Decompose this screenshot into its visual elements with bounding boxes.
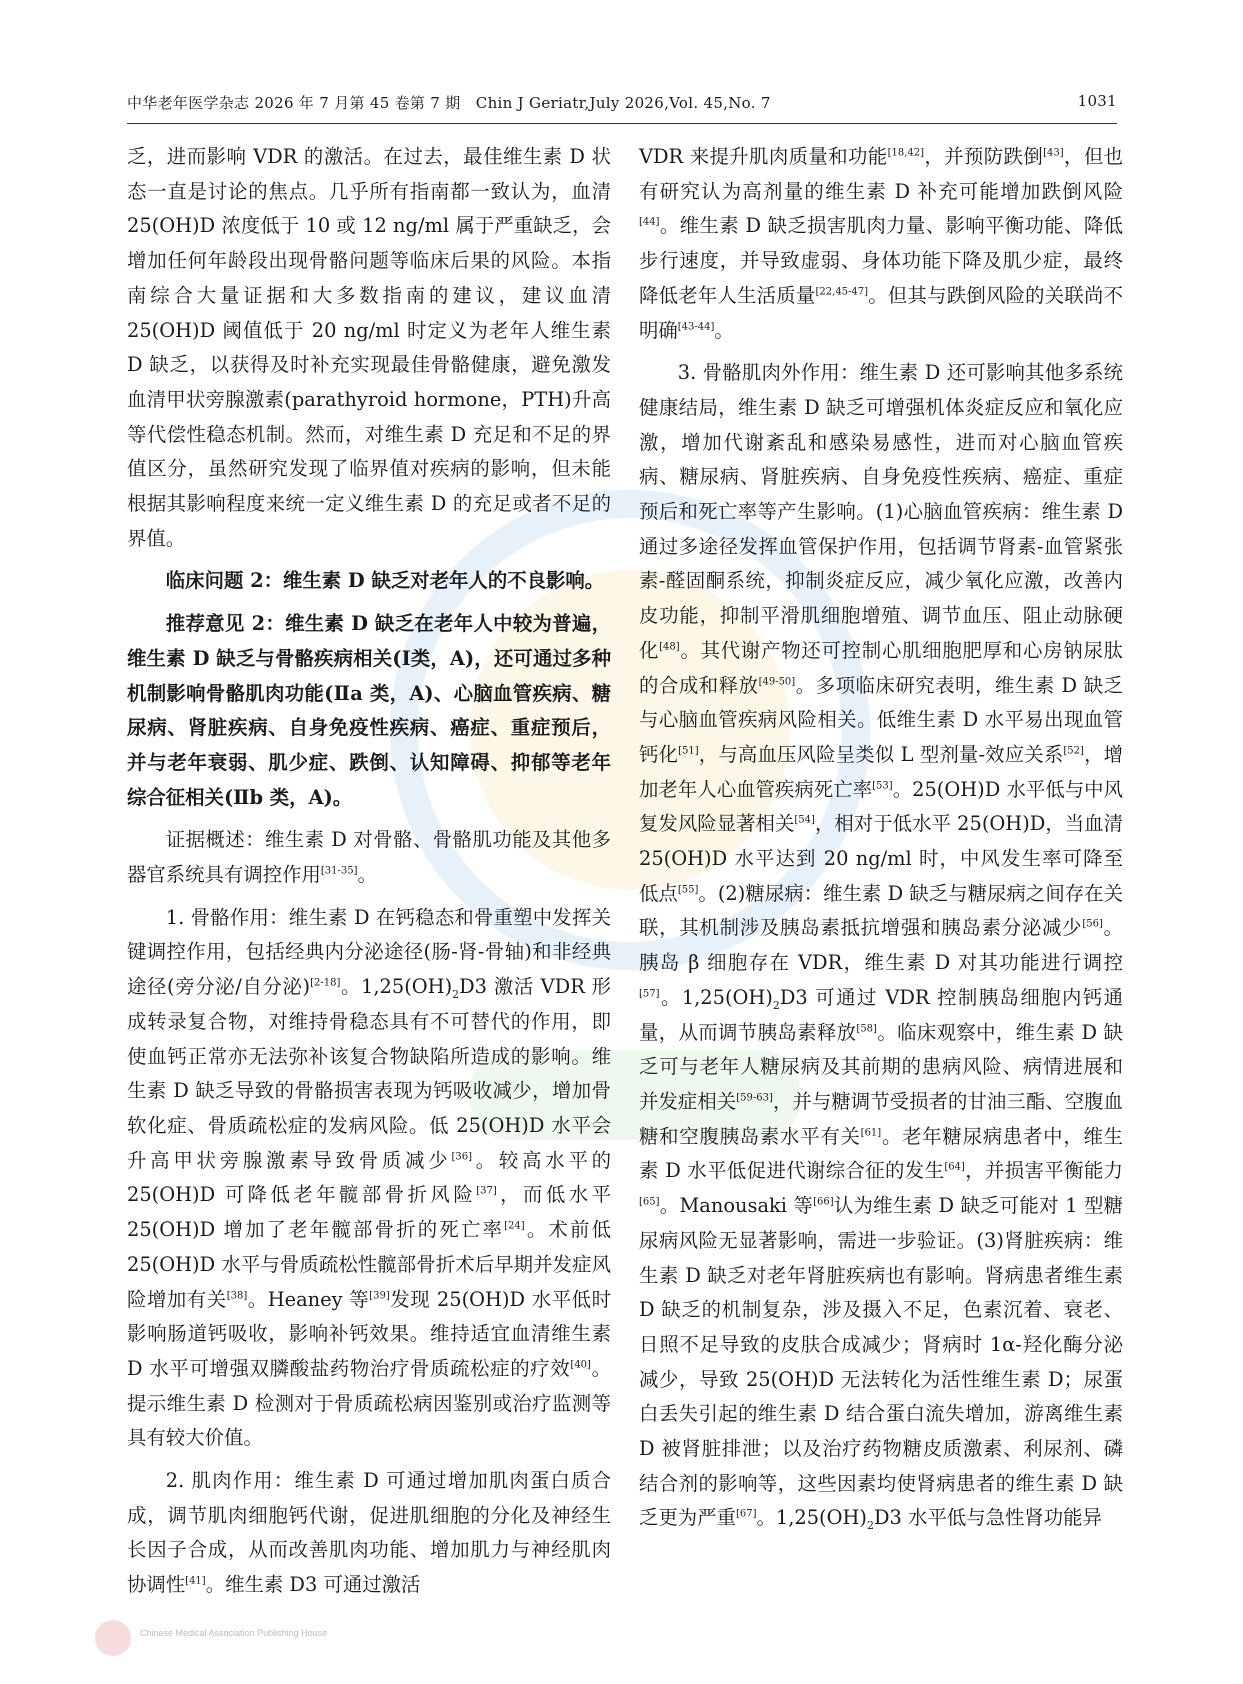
left-column	[127, 140, 611, 1611]
paragraph: 3. 骨骼肌肉外作用：维生素 D 还可影响其他多系统健康结局，维生素 D 缺乏可增强机体炎症反应和氧化应激，增加代谢紊乱和感染易感性，进而对心脑血管疾病、糖尿病、肾脏疾病、自身免疫性疾病、癌症、重症预后和死亡率等产生影响。(1)心脑血管疾病：维生素 D 通过多途径发挥血管保护作用，包括调节肾素-血管紧张素-醛固酮系统，抑制炎症反应，减少氧化应激，改善内皮功能，抑制平滑肌细胞增殖、调节血压、阻止动脉硬化[48]。其代谢产物还可控制心肌细胞肥厚和心房钠尿肽的合成和释放[49-50]。多项临床研究表明，维生素 D 缺乏与心脑血管疾病风险相关。低维生素 D 水平易出现血管钙化[51]，与高血压风险呈类似 L 型剂量-效应关系[52]，增加老年人心血管疾病死亡率[53]。25(OH)D 水平低与中风复发风险显著相关[54]，相对于低水平 25(OH)D，当血清 25(OH)D 水平达到 20 ng/ml 时，中风发生率可降至低点[55]。(2)糖尿病：维生素 D 缺乏与糖尿病之间存在关联，其机制涉及胰岛素抵抗增强和胰岛素分泌减少[56]。胰岛 β 细胞存在 VDR，维生素 D 对其功能进行调控[57]。$1,25(OH)_2D3$ 可通过 VDR 控制胰岛细胞内钙通量，从而调节胰岛素释放[58]。临床观察中，维生素 D 缺乏可与老年人糖尿病及其前期的患病风险、病情进展和并发症相关[59-63]，并与糖调节受损者的甘油三酯、空腹血糖和空腹胰岛素水平有关[61]。老年糖尿病患者中，维生素 D 水平低促进代谢综合征的发生[64]，并损害平衡能力[65]。Manousaki 等[66]认为维生素 D 缺乏可能对 1 型糖尿病风险无显著影响，需进一步验证。(3)肾脏疾病：维生素 D 缺乏对老年肾脏疾病也有影响。肾病患者维生素 D 缺乏的机制复杂，涉及摄入不足，色素沉着、衰老、日照不足导致的皮肤合成减少；肾病时 1α-羟化酶分泌减少，导致 25(OH)D 无法转化为活性维生素 D；尿蛋白丢失引起的维生素 D 结合蛋白流失增加，游离维生素 D 被肾脏排泄；以及治疗药物糖皮质激素、利尿剂、磷结合剂的影响等，这些因素均使肾病患者的维生素 D 缺乏更为严重[67]。$1,25(OH)_2D3$ 水平低与急性肾功能异	[639, 361, 1124, 1533]
paragraph: 乏，进而影响 VDR 的激活。在过去，最佳维生素 D 状态一直是讨论的焦点。几乎所有指南都一致认为，血清 25(OH)D 浓度低于 10 或 12 ng/ml 属于严重缺乏，会增加任何年龄段出现骨骼问题等临床后果的风险。本指南综合大量证据和大多数指南的建议，建议血清 25(OH)D 阈值低于 20 ng/ml 时定义为老年人维生素 D 缺乏，以获得及时补充实现最佳骨骼健康，避免激发血清甲状旁腺激素(parathyroid hormone，PTH)升高等代偿性稳态机制。然而，对维生素 D 充足和不足的界值区分，虽然研究发现了临界值对疾病的影响，但未能根据其影响程度来统一定义维生素 D 的充足或者不足的界值。	[127, 145, 611, 550]
header-divider	[127, 123, 1117, 124]
publisher-logo-icon	[95, 1620, 131, 1656]
paragraph: 2. 肌肉作用：维生素 D 可通过增加肌肉蛋白质合成，调节肌肉细胞钙代谢，促进肌细胞的分化及神经生长因子合成，从而改善肌肉功能、增加肌力与神经肌肉协调性[41]。维生素 D3 可通过激活	[127, 1469, 611, 1597]
paragraph: 临床问题 2：维生素 D 缺乏对老年人的不良影响。	[165, 569, 605, 593]
running-header	[127, 92, 1117, 118]
page-number: 1031	[1077, 92, 1117, 110]
paragraph: 推荐意见 2：维生素 D 缺乏在老年人中较为普遍，维生素 D 缺乏与骨骼疾病相关(Ⅰ类，A)，还可通过多种机制影响骨骼肌肉功能(Ⅱa 类，A)、心脑血管疾病、糖尿病、肾脏疾病、自身免疫性疾病、癌症、重症预后，并与老年衰弱、肌少症、跌倒、认知障碍、抑郁等老年综合征相关(Ⅱb 类，A)。	[127, 612, 611, 809]
publisher-name: Chinese Medical Association Publishing House	[140, 1628, 328, 1638]
right-column	[639, 140, 1123, 1544]
paragraph: VDR 来提升肌肉质量和功能[18,42]，并预防跌倒[43]，但也有研究认为高剂量的维生素 D 补充可能增加跌倒风险[44]。维生素 D 缺乏损害肌肉力量、影响平衡功能、降低步行速度，并导致虚弱、身体功能下降及肌少症，最终降低老年人生活质量[22,45-47]。但其与跌倒风险的关联尚不明确[43-44]。	[639, 145, 1124, 342]
journal-citation: 中华老年医学杂志 2026 年 7 月第 45 卷第 7 期 Chin J Geriatr,July 2026,Vol. 45,No. 7	[127, 94, 771, 112]
paragraph: 1. 骨骼作用：维生素 D 在钙稳态和骨重塑中发挥关键调控作用，包括经典内分泌途径(肠-肾-骨轴)和非经典途径(旁分泌/自分泌)[2-18]。$1,25(OH)_2D3$ 激活 VDR 形成转录复合物，对维持骨稳态具有不可替代的作用，即使血钙正常亦无法弥补该复合物缺陷所造成的影响。维生素 D 缺乏导致的骨骼损害表现为钙吸收减少，增加骨软化症、骨质疏松症的发病风险。低 25(OH)D 水平会升高甲状旁腺激素导致骨质减少[36]。较高水平的 25(OH)D 可降低老年髋部骨折风险[37]，而低水平 25(OH)D 增加了老年髋部骨折的死亡率[24]。术前低 25(OH)D 水平与骨质疏松性髋部骨折术后早期并发症风险增加有关[38]。Heaney 等[39]发现 25(OH)D 水平低时影响肠道钙吸收，影响补钙效果。维持适宜血清维生素 D 水平可增强双膦酸盐药物治疗骨质疏松症的疗效[40]。提示维生素 D 检测对于骨质疏松病因鉴别或治疗监测等具有较大价值。	[127, 905, 612, 1450]
paragraph: 证据概述：维生素 D 对骨骼、骨骼肌功能及其他多器官系统具有调控作用[31-35]。	[127, 828, 611, 887]
